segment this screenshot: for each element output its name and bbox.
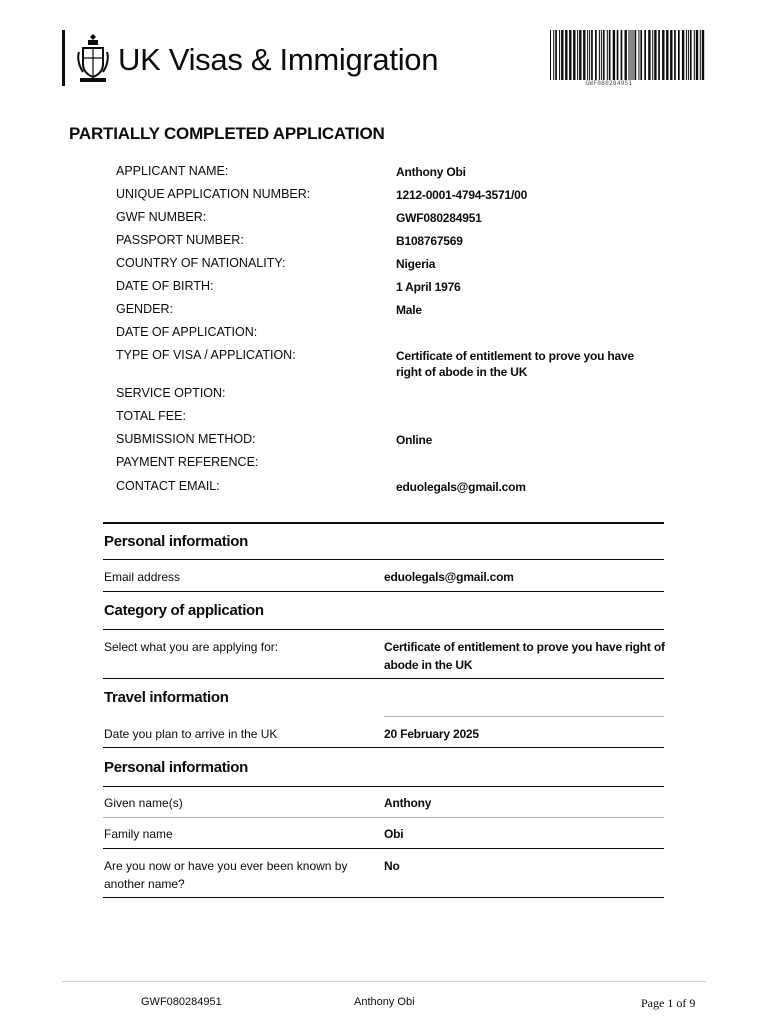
summary-row-payment-reference (116, 455, 258, 469)
summary-value (396, 348, 634, 380)
summary-value: 1212-0001-4794-3571/00 (396, 188, 528, 202)
row-divider (103, 591, 664, 592)
footer-applicant-name: Anthony Obi (354, 996, 415, 1008)
summary-label: COUNTRY OF NATIONALITY: (116, 256, 286, 270)
answer-given-names: Anthony (384, 796, 432, 810)
question-line: another name? (104, 877, 185, 891)
summary-value: Online (396, 433, 433, 447)
barcode-number: GWF080284951 (585, 80, 633, 87)
summary-value: Male (396, 303, 422, 317)
answer-email-address: eduolegals@gmail.com (384, 570, 514, 584)
answer-arrival-date: 20 February 2025 (384, 727, 479, 741)
answer-line: Certificate of entitlement to prove you have right of (384, 640, 665, 654)
summary-row-contact-email (116, 479, 526, 494)
row-divider (384, 716, 664, 717)
summary-label: GENDER: (116, 302, 173, 316)
summary-value-line: right of abode in the UK (396, 365, 528, 379)
section-divider (103, 522, 664, 524)
question-applying-for: Select what you are applying for: (104, 640, 279, 654)
row-divider (103, 629, 664, 630)
question-given-names: Given name(s) (104, 796, 183, 810)
summary-row-submission-method (116, 432, 433, 447)
summary-row-total-fee (116, 409, 186, 423)
barcode (549, 30, 707, 80)
summary-value-line: Certificate of entitlement to prove you have (396, 349, 634, 363)
summary-label: SUBMISSION METHOD: (116, 432, 256, 446)
question-arrival-date: Date you plan to arrive in the UK (104, 727, 278, 741)
header-rule (62, 30, 65, 86)
summary-label: TOTAL FEE: (116, 409, 186, 423)
summary-row-gwf-number (116, 210, 482, 225)
summary-value: Anthony Obi (396, 165, 466, 179)
summary-row-passport-number (116, 233, 463, 248)
row-divider (103, 786, 664, 787)
summary-value: Nigeria (396, 257, 436, 271)
footer-page-number: Page 1 of 9 (641, 996, 696, 1010)
answer-applying-for (384, 638, 665, 674)
answer-line: abode in the UK (384, 658, 473, 672)
summary-row-applicant-name (116, 164, 466, 179)
summary-row-application-number (116, 187, 528, 202)
section-title-category-of-application: Category of application (104, 602, 264, 619)
row-divider (103, 848, 664, 849)
row-divider (103, 678, 664, 679)
question-email-address: Email address (104, 570, 181, 584)
summary-row-nationality (116, 256, 436, 271)
section-title-personal-information-2: Personal information (104, 759, 249, 776)
summary-value: eduolegals@gmail.com (396, 480, 526, 494)
summary-row-date-of-application (116, 325, 257, 339)
summary-label: TYPE OF VISA / APPLICATION: (116, 348, 296, 362)
royal-crest-icon (76, 32, 110, 84)
answer-family-name: Obi (384, 827, 404, 841)
question-other-names (104, 857, 347, 893)
summary-label: SERVICE OPTION: (116, 386, 226, 400)
summary-value: B108767569 (396, 234, 463, 248)
answer-other-names: No (384, 859, 400, 873)
summary-row-visa-type (116, 348, 634, 379)
row-divider (103, 817, 664, 818)
document-title: PARTIALLY COMPLETED APPLICATION (69, 124, 385, 143)
summary-label: DATE OF APPLICATION: (116, 325, 258, 339)
summary-row-gender (116, 302, 422, 317)
summary-row-date-of-birth (116, 279, 461, 294)
summary-label: APPLICANT NAME: (116, 164, 229, 178)
row-divider (103, 559, 664, 560)
summary-value: GWF080284951 (396, 211, 482, 225)
question-family-name: Family name (104, 827, 173, 841)
footer-gwf-number: GWF080284951 (141, 996, 222, 1008)
summary-label: PASSPORT NUMBER: (116, 233, 244, 247)
section-title-travel-information: Travel information (104, 689, 229, 706)
brand-name: UK Visas & Immigration (118, 42, 439, 77)
row-divider (103, 897, 664, 898)
question-line: Are you now or have you ever been known by (104, 859, 348, 873)
summary-label: DATE OF BIRTH: (116, 279, 214, 293)
footer-divider (62, 981, 706, 982)
summary-value: 1 April 1976 (396, 280, 461, 294)
summary-label: PAYMENT REFERENCE: (116, 455, 259, 469)
summary-row-service-option (116, 386, 226, 400)
summary-label: GWF NUMBER: (116, 210, 207, 224)
summary-label: CONTACT EMAIL: (116, 479, 220, 493)
section-title-personal-information: Personal information (104, 533, 249, 550)
row-divider (103, 747, 664, 748)
summary-label: UNIQUE APPLICATION NUMBER: (116, 187, 311, 201)
